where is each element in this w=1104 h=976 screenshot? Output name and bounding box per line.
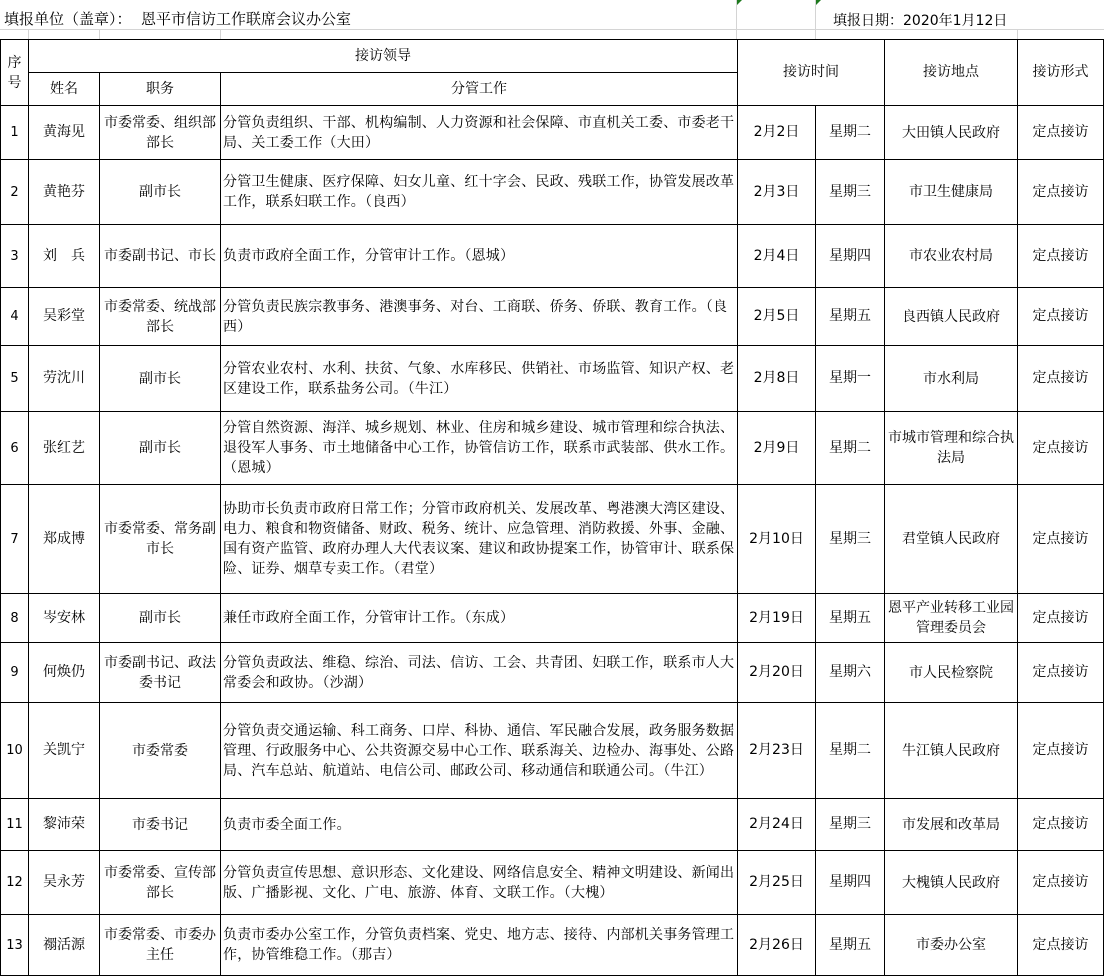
cell-comment-indicator: [737, 0, 742, 5]
cell-location[interactable]: 大槐镇人民政府: [885, 851, 1018, 915]
cell-comment-indicator: [816, 0, 821, 5]
cell-name[interactable]: 关凯宁: [29, 703, 100, 799]
reception-schedule-table: [0, 39, 1104, 976]
cell-form[interactable]: 定点接访: [1018, 799, 1104, 851]
cell-name[interactable]: 禤活源: [29, 915, 100, 976]
reporting-unit: 填报单位（盖章）： 恩平市信访工作联席会议办公室: [4, 10, 352, 28]
cell-position[interactable]: 副市长: [100, 346, 221, 412]
cell-name[interactable]: 何焕仍: [29, 643, 100, 703]
cell-seq[interactable]: 13: [1, 915, 29, 976]
cell-seq[interactable]: 6: [1, 412, 29, 485]
cell-form[interactable]: 定点接访: [1018, 594, 1104, 643]
cell-form[interactable]: 定点接访: [1018, 225, 1104, 288]
cell-form[interactable]: 定点接访: [1018, 643, 1104, 703]
header-duties: 分管工作: [221, 73, 738, 106]
cell-duties[interactable]: 负责市委全面工作。: [221, 799, 738, 851]
header-seq: 序号: [1, 40, 29, 106]
header-position: 职务: [100, 73, 221, 106]
header-time: 接访时间: [738, 40, 885, 106]
table-row: [1, 346, 1104, 412]
cell-seq[interactable]: 9: [1, 643, 29, 703]
cell-location[interactable]: 良西镇人民政府: [885, 288, 1018, 346]
cell-form[interactable]: 定点接访: [1018, 703, 1104, 799]
cell-weekday[interactable]: 星期五: [816, 915, 885, 976]
cell-date[interactable]: 2月4日: [738, 225, 816, 288]
cell-name[interactable]: 劳沈川: [29, 346, 100, 412]
table-row: [1, 412, 1104, 485]
cell-location[interactable]: 市人民检察院: [885, 643, 1018, 703]
cell-date[interactable]: 2月23日: [738, 703, 816, 799]
cell-duties[interactable]: 分管负责宣传思想、意识形态、文化建设、网络信息安全、精神文明建设、新闻出版、广播影视、文化、广电、旅游、体育、文联工作。（大槐）: [221, 851, 738, 915]
table-row: [1, 225, 1104, 288]
cell-location[interactable]: 市农业农村局: [885, 225, 1018, 288]
cell-name[interactable]: 郑成博: [29, 485, 100, 594]
cell-name[interactable]: 吴彩堂: [29, 288, 100, 346]
cell-position[interactable]: 副市长: [100, 412, 221, 485]
cell-form[interactable]: 定点接访: [1018, 160, 1104, 225]
cell-seq[interactable]: 7: [1, 485, 29, 594]
cell-weekday[interactable]: 星期五: [816, 288, 885, 346]
cell-seq[interactable]: 11: [1, 799, 29, 851]
cell-weekday[interactable]: 星期二: [816, 106, 885, 160]
cell-location[interactable]: 恩平产业转移工业园管理委员会: [885, 594, 1018, 643]
gridline: [1017, 29, 1018, 39]
cell-duties[interactable]: 分管负责民族宗教事务、港澳事务、对台、工商联、侨务、侨联、教育工作。（良西）: [221, 288, 738, 346]
table-row: [1, 703, 1104, 799]
cell-date[interactable]: 2月3日: [738, 160, 816, 225]
gridline: [99, 29, 100, 39]
cell-location[interactable]: 市水利局: [885, 346, 1018, 412]
cell-form[interactable]: 定点接访: [1018, 412, 1104, 485]
header-name: 姓名: [29, 73, 100, 106]
cell-form[interactable]: 定点接访: [1018, 106, 1104, 160]
cell-position[interactable]: 副市长: [100, 160, 221, 225]
cell-position[interactable]: 市委副书记、政法委书记: [100, 643, 221, 703]
cell-weekday[interactable]: 星期四: [816, 225, 885, 288]
cell-duties[interactable]: 负责市委办公室工作，分管负责档案、党史、地方志、接待、内部机关事务管理工作，协管维稳工作。（那吉）: [221, 915, 738, 976]
cell-date[interactable]: 2月24日: [738, 799, 816, 851]
cell-form[interactable]: 定点接访: [1018, 346, 1104, 412]
cell-location[interactable]: 市委办公室: [885, 915, 1018, 976]
cell-position[interactable]: 市委副书记、市长: [100, 225, 221, 288]
cell-form[interactable]: 定点接访: [1018, 915, 1104, 976]
table-row: [1, 485, 1104, 594]
cell-date[interactable]: 2月2日: [738, 106, 816, 160]
cell-position[interactable]: 市委常委、统战部部长: [100, 288, 221, 346]
cell-weekday[interactable]: 星期六: [816, 643, 885, 703]
cell-weekday[interactable]: 星期三: [816, 799, 885, 851]
cell-weekday[interactable]: 星期五: [816, 594, 885, 643]
cell-position[interactable]: 市委常委、宣传部部长: [100, 851, 221, 915]
cell-form[interactable]: 定点接访: [1018, 485, 1104, 594]
gridline: [736, 0, 737, 39]
cell-date[interactable]: 2月19日: [738, 594, 816, 643]
cell-duties[interactable]: 协助市长负责市政府日常工作；分管市政府机关、发展改革、粤港澳大湾区建设、电力、粮食和物资储备、财政、税务、统计、应急管理、消防救援、外事、金融、国有资产监管、政府办理人大代表议案、建议和政协提案工作，协管审计、联系保险、证券、烟草专卖工作。（君堂）: [221, 485, 738, 594]
cell-location[interactable]: 市发展和改革局: [885, 799, 1018, 851]
cell-name[interactable]: 黄海见: [29, 106, 100, 160]
cell-form[interactable]: 定点接访: [1018, 288, 1104, 346]
cell-weekday[interactable]: 星期一: [816, 346, 885, 412]
cell-seq[interactable]: 2: [1, 160, 29, 225]
cell-location[interactable]: 大田镇人民政府: [885, 106, 1018, 160]
table-row: [1, 799, 1104, 851]
cell-date[interactable]: 2月20日: [738, 643, 816, 703]
table-row: [1, 915, 1104, 976]
cell-name[interactable]: 吴永芳: [29, 851, 100, 915]
cell-weekday[interactable]: 星期三: [816, 160, 885, 225]
cell-weekday[interactable]: 星期三: [816, 485, 885, 594]
table-row: [1, 643, 1104, 703]
cell-name[interactable]: 刘 兵: [29, 225, 100, 288]
cell-duties[interactable]: 分管卫生健康、医疗保障、妇女儿童、红十字会、民政、残联工作，协管发展改革工作，联系妇联工作。（良西）: [221, 160, 738, 225]
cell-position[interactable]: 市委书记: [100, 799, 221, 851]
cell-position[interactable]: 市委常委、常务副市长: [100, 485, 221, 594]
cell-location[interactable]: 牛江镇人民政府: [885, 703, 1018, 799]
table-row: [1, 851, 1104, 915]
cell-seq[interactable]: 10: [1, 703, 29, 799]
header-form: 接访形式: [1018, 40, 1104, 106]
cell-location[interactable]: 市城市管理和综合执法局: [885, 412, 1018, 485]
cell-position[interactable]: 副市长: [100, 594, 221, 643]
cell-seq[interactable]: 5: [1, 346, 29, 412]
cell-name[interactable]: 黄艳芬: [29, 160, 100, 225]
header-leader-group: 接访领导: [29, 40, 738, 73]
table-row: [1, 594, 1104, 643]
cell-location[interactable]: 市卫生健康局: [885, 160, 1018, 225]
cell-name[interactable]: 黎沛荣: [29, 799, 100, 851]
cell-duties[interactable]: 分管负责交通运输、科工商务、口岸、科协、通信、军民融合发展，政务服务数据管理、行政服务中心、公共资源交易中心工作、联系海关、边检办、海事处、公路局、汽车总站、航道站、电信公司、邮政公司、移动通信和联通公司。（牛江）: [221, 703, 738, 799]
cell-seq[interactable]: 12: [1, 851, 29, 915]
cell-seq[interactable]: 8: [1, 594, 29, 643]
gridline: [815, 0, 816, 39]
table-row: [1, 160, 1104, 225]
cell-date[interactable]: 2月8日: [738, 346, 816, 412]
cell-position[interactable]: 市委常委、组织部部长: [100, 106, 221, 160]
cell-seq[interactable]: 1: [1, 106, 29, 160]
sheet-header-area: [0, 0, 1104, 39]
cell-date[interactable]: 2月26日: [738, 915, 816, 976]
cell-duties[interactable]: 分管自然资源、海洋、城乡规划、林业、住房和城乡建设、城市管理和综合执法、退役军人事务、市土地储备中心工作，协管信访工作，联系市武装部、供水工作。（恩城）: [221, 412, 738, 485]
cell-weekday[interactable]: 星期二: [816, 412, 885, 485]
cell-duties[interactable]: 兼任市政府全面工作，分管审计工作。（东成）: [221, 594, 738, 643]
cell-form[interactable]: 定点接访: [1018, 851, 1104, 915]
table-row: [1, 106, 1104, 160]
gridline: [220, 29, 221, 39]
cell-name[interactable]: 张红艺: [29, 412, 100, 485]
cell-weekday[interactable]: 星期四: [816, 851, 885, 915]
cell-position[interactable]: 市委常委、市委办主任: [100, 915, 221, 976]
cell-date[interactable]: 2月9日: [738, 412, 816, 485]
cell-duties[interactable]: 负责市政府全面工作，分管审计工作。（恩城）: [221, 225, 738, 288]
cell-duties[interactable]: 分管负责组织、干部、机构编制、人力资源和社会保障、市直机关工委、市委老干局、关工委工作（大田）: [221, 106, 738, 160]
cell-date[interactable]: 2月10日: [738, 485, 816, 594]
cell-position[interactable]: 市委常委: [100, 703, 221, 799]
cell-name[interactable]: 岑安林: [29, 594, 100, 643]
cell-duties[interactable]: 分管农业农村、水利、扶贫、气象、水库移民、供销社、市场监管、知识产权、老区建设工作，联系盐务公司。（牛江）: [221, 346, 738, 412]
cell-date[interactable]: 2月25日: [738, 851, 816, 915]
cell-date[interactable]: 2月5日: [738, 288, 816, 346]
cell-weekday[interactable]: 星期二: [816, 703, 885, 799]
cell-seq[interactable]: 3: [1, 225, 29, 288]
table-row: [1, 288, 1104, 346]
cell-duties[interactable]: 分管负责政法、维稳、综治、司法、信访、工会、共青团、妇联工作，联系市人大常委会和政协。（沙湖）: [221, 643, 738, 703]
cell-seq[interactable]: 4: [1, 288, 29, 346]
gridline: [28, 29, 29, 39]
cell-location[interactable]: 君堂镇人民政府: [885, 485, 1018, 594]
reporting-date: 填报日期：2020年1月12日: [833, 13, 1008, 29]
header-location: 接访地点: [885, 40, 1018, 106]
